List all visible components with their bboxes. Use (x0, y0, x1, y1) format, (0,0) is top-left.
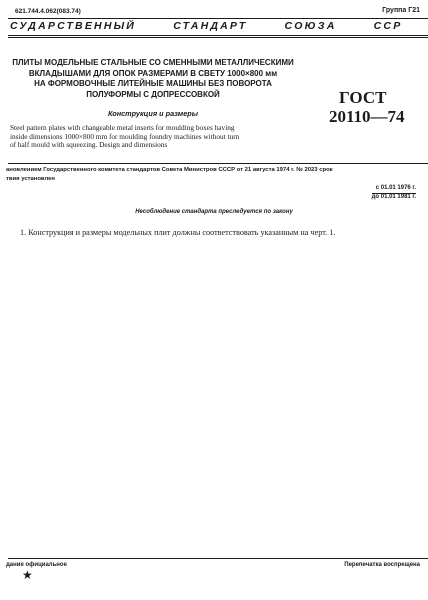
title-line: НА ФОРМОВОЧНЫЕ ЛИТЕЙНЫЕ МАШИНЫ БЕЗ ПОВОРОТА (34, 79, 272, 88)
group-code: Группа Г21 (382, 7, 420, 14)
banner-word: СОЮЗА (284, 20, 337, 32)
title-line: ПОЛУФОРМЫ С ДОПРЕССОВКОЙ (86, 89, 220, 99)
decree-line: твия установлен (6, 176, 55, 182)
document-title (8, 58, 298, 100)
decree-line: ановлением Государственного комитета стандартов Совета Министров СССР от 21 августа 1974 г. № 2023 срок (6, 167, 333, 173)
effective-date-to-text: до 01.01 1981 г. (371, 194, 416, 200)
english-line: of half mould with squeezing. Design and dimensions (10, 140, 168, 150)
star-icon: ★ (22, 568, 33, 582)
decree-rule (8, 163, 428, 164)
banner-rule-2 (8, 37, 428, 38)
banner-rule-1 (8, 35, 428, 36)
body-paragraph: 1. Конструкция и размеры модельных плит должны соответствовать указанным на черт. 1. (20, 228, 336, 237)
banner-word: СТАНДАРТ (173, 20, 248, 32)
udc-code: 621.744.4.062(083.74) (15, 8, 81, 15)
reprint-prohibited-label: Перепечатка воспрещена (344, 562, 420, 568)
english-line: inside dimensions 1000×800 mm for moulding foundry machines without turn (10, 131, 240, 141)
official-edition-label: дание официальное (6, 562, 67, 568)
banner-word: ССР (373, 20, 403, 32)
english-line: Steel pattern plates with changeable metal inserts for moulding boxes having (10, 123, 235, 132)
enforcement-notice: Несоблюдение стандарта преследуется по закону (135, 209, 293, 215)
footer-rule (8, 558, 428, 559)
gost-label: ГОСТ (339, 88, 387, 107)
banner-word: СУДАРСТВЕННЫЙ (10, 20, 137, 32)
effective-date-to (372, 194, 416, 200)
document-subtitle: Конструкция и размеры (108, 109, 198, 118)
title-line: ПЛИТЫ МОДЕЛЬНЫЕ СТАЛЬНЫЕ СО СМЕННЫМИ МЕТАЛЛИЧЕСКИМИ (12, 58, 294, 67)
english-title (10, 124, 310, 150)
title-line: ВКЛАДЫШАМИ ДЛЯ ОПОК РАЗМЕРАМИ В СВЕТУ 1000×800 мм (28, 68, 278, 78)
top-rule (8, 18, 428, 19)
gost-number: 20110—74 (329, 107, 405, 126)
effective-date-from: с 01.01 1976 г. (375, 185, 416, 191)
standard-banner (10, 20, 428, 32)
